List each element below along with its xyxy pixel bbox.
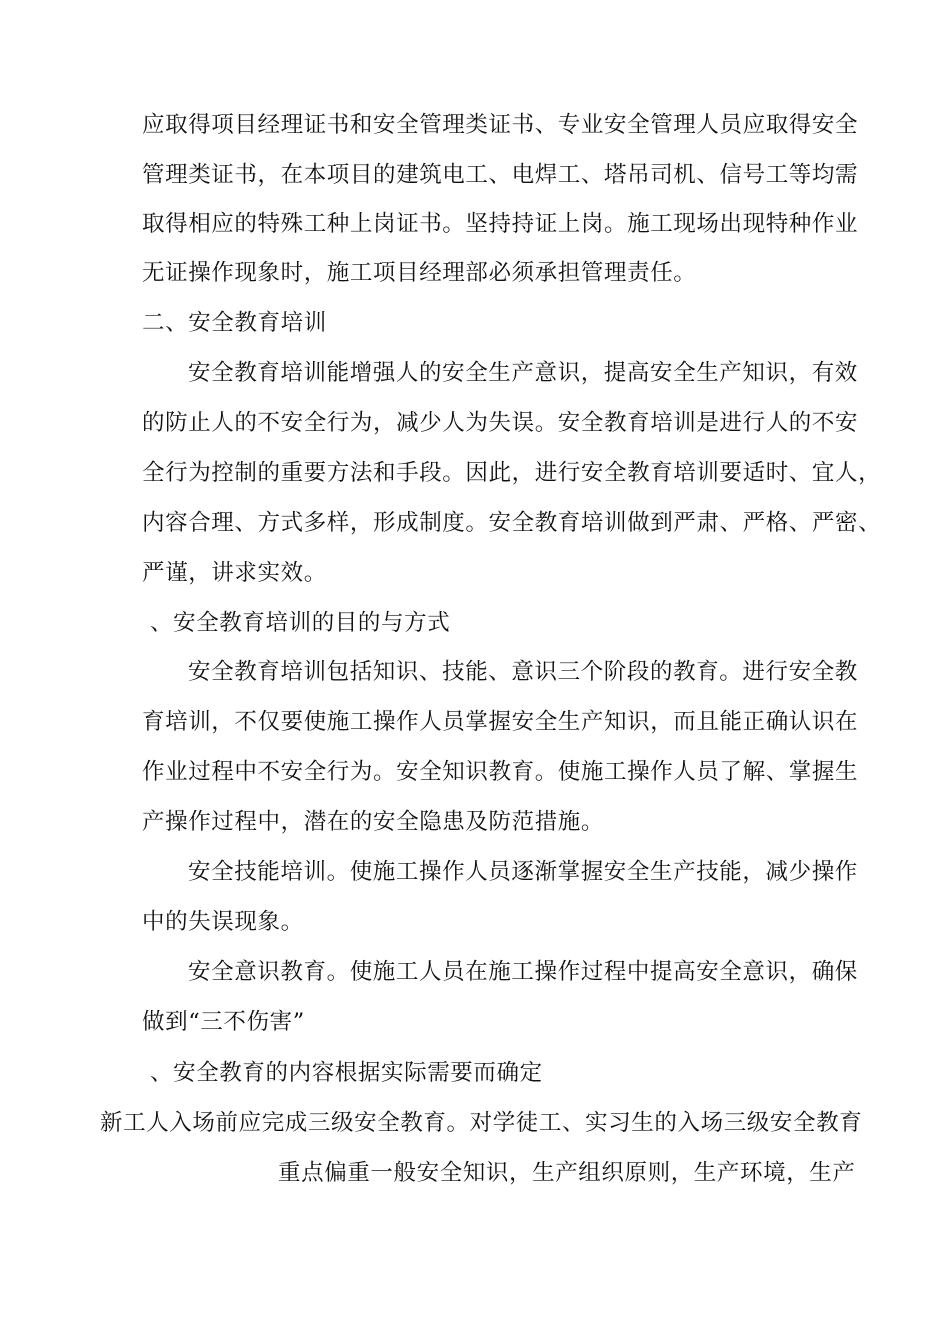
text-line-1: 应取得项目经理证书和安全管理类证书、专业安全管理人员应取得安全 [142, 112, 859, 138]
text-line-12: 安全教育培训包括知识、技能、意识三个阶段的教育。进行安全教 [188, 659, 858, 685]
text-line-15: 产操作过程中，潜在的安全隐患及防范措施。 [142, 809, 605, 835]
text-line-2: 管理类证书，在本项目的建筑电工、电焊工、塔吊司机、信号工等均需 [142, 162, 859, 188]
text-line-10: 严谨，讲求实效。 [142, 560, 327, 586]
text-line-13: 育培训，不仅要使施工操作人员掌握安全生产知识，而且能正确认识在 [142, 709, 859, 735]
text-line-7: 的防止人的不安全行为，减少人为失误。安全教育培训是进行人的不安 [142, 410, 859, 436]
text-line-14: 作业过程中不安全行为。安全知识教育。使施工操作人员了解、掌握生 [142, 759, 859, 785]
text-line-19: 做到“三不伤害” [142, 1009, 305, 1035]
subsection-heading-1: 、安全教育培训的目的与方式 [150, 610, 451, 636]
subsection-heading-2: 、安全教育的内容根据实际需要而确定 [150, 1060, 543, 1086]
text-line-21: 新工人入场前应完成三级安全教育。对学徒工、实习生的入场三级安全教育 [100, 1110, 863, 1136]
text-line-22: 重点偏重一般安全知识，生产组织原则，生产环境，生产 [278, 1160, 856, 1186]
text-line-18: 安全意识教育。使施工人员在施工操作过程中提高安全意识，确保 [188, 959, 858, 985]
section-heading: 二、安全教育培训 [142, 310, 327, 336]
text-line-4: 无证操作现象时，施工项目经理部必须承担管理责任。 [142, 260, 697, 286]
text-line-6: 安全教育培训能增强人的安全生产意识，提高安全生产知识，有效 [188, 360, 858, 386]
text-line-17: 中的失误现象。 [142, 909, 304, 935]
text-line-3: 取得相应的特殊工种上岗证书。坚持持证上岗。施工现场出现特种作业 [142, 211, 859, 237]
text-line-16: 安全技能培训。使施工操作人员逐渐掌握安全生产技能，减少操作 [188, 859, 858, 885]
text-line-8: 全行为控制的重要方法和手段。因此，进行安全教育培训要适时、宜人， [142, 460, 882, 486]
text-line-9: 内容合理、方式多样，形成制度。安全教育培训做到严肃、严格、严密、 [142, 510, 882, 536]
